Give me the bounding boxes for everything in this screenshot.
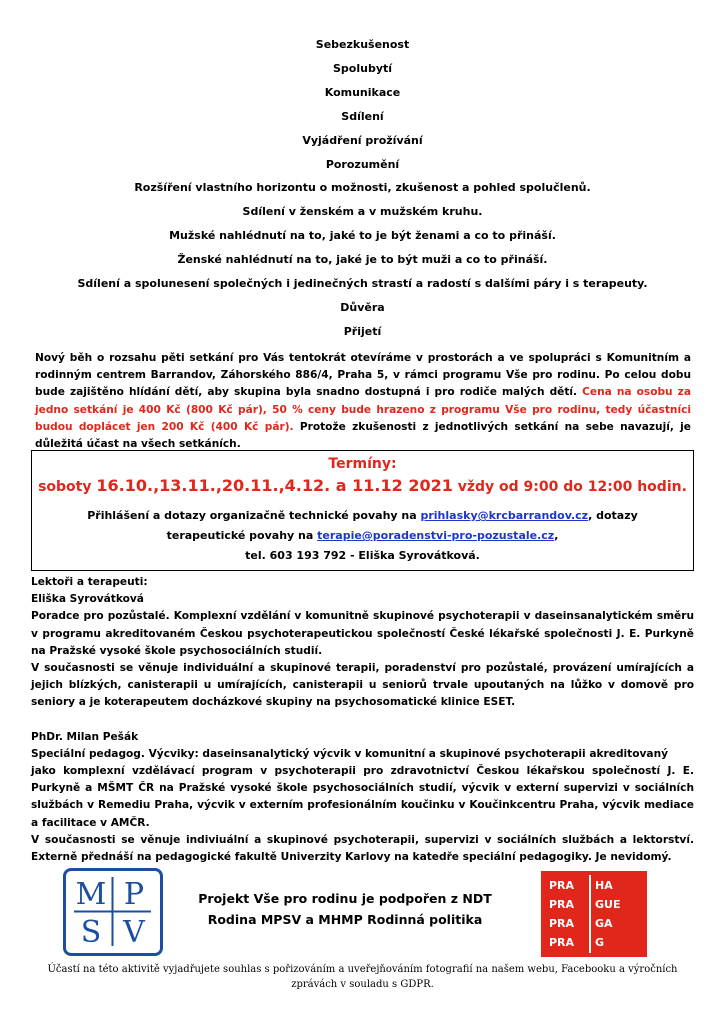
lector-name: PhDr. Milan Pešák — [31, 730, 139, 743]
topic-item: Přijetí — [343, 324, 382, 338]
terms-box — [31, 450, 694, 571]
project-note — [180, 888, 510, 930]
price-text: Cena na osobu za jedno setkání je 400 Kč (800 Kč pár), 50 % ceny bude hrazeno z programu Vše pro rodinu, tedy účastníci budou doplácet jen 200 Kč (400 Kč pár). — [35, 386, 691, 433]
lector-bio: Poradce pro pozůstalé. Komplexní vzdělání v komunitně skupinové psychoterapii v daseinsanalytickém směru v programu akreditovaném Českou psychoterapeutickou společností České lékařské společnosti J. E. Purkyně na Pražské vysoké škole psychosociálních studií. — [31, 610, 694, 657]
intro-text-end: Protože zkušenosti z jednotlivých setkání na sebe navazují, je důležitá účast na všech setkáních. — [35, 420, 691, 451]
intro-text: Nový běh o rozsahu pěti setkání pro Vás tentokrát otevíráme v prostorách a ve spolupráci s Komunitním a rodinným centrem Barrandov, Záhorského 886/4, Praha 5, v rámci programu Vše pro rodinu. Po celou dobu bude zajištěno hlídání dětí, aby skupina byla snadno dostupná i pro rodiče malých dětí. — [35, 352, 691, 399]
mpsv-logo — [63, 868, 163, 956]
topic-item: Sebezkušenost — [315, 38, 410, 51]
topic-item: Sdílení v ženském a v mužském kruhu. — [242, 205, 483, 219]
contact-text: Přihlášení a dotazy organizačně technické povahy na — [87, 509, 421, 522]
terms-heading: Termíny: — [328, 456, 397, 472]
topics-list — [40, 33, 685, 344]
prague-logo-divider — [589, 875, 591, 953]
mpsv-letter: S — [80, 915, 102, 950]
lectors-heading: Lektoři a terapeuti: — [31, 576, 148, 588]
topic-item: Komunikace — [324, 85, 401, 99]
gdpr-notice: Účastí na této aktivitě vyjadřujete souhlas s pořizováním a uveřejňováním fotografií na našem webu, Facebooku a výročních zprávách v souladu s GDPR. — [47, 964, 678, 990]
prague-logo-text: GA — [595, 917, 613, 930]
phone-text: tel. 603 193 792 - Eliška Syrovátková. — [245, 549, 480, 562]
contact-text: , dotazy — [588, 509, 638, 522]
topic-item: Sdílení a spolunesení společných i jedinečných strastí a radostí s dalšími páry i s terapeuty. — [77, 277, 648, 291]
topic-item: Důvěra — [340, 300, 385, 314]
contact-text: , — [554, 529, 559, 542]
topic-item: Ženské nahlédnutí na to, jaké je to být muži a co to přináší. — [177, 253, 548, 267]
mpsv-letter: P — [123, 877, 145, 912]
mpsv-letter: M — [75, 877, 107, 912]
dates-prefix: soboty — [38, 479, 97, 495]
prague-logo-text: PRA — [549, 917, 575, 930]
topic-item: Vyjádření prožívání — [302, 133, 423, 147]
project-line: Projekt Vše pro rodinu je podpořen z NDT — [198, 891, 492, 906]
lectors-section — [31, 574, 694, 866]
prague-logo-text: GUE — [595, 898, 621, 911]
email-link-therapy[interactable]: terapie@poradenstvi-pro-pozustale.cz — [317, 529, 555, 542]
dates-suffix: vždy od 9:00 do 12:00 hodin. — [452, 479, 687, 495]
topic-item: Porozumění — [325, 157, 400, 171]
lector-bio: jako komplexní vzdělávací program v psychoterapii pro zdravotnictví Českou lékařskou společností J. E. Purkyně a MŠMT ČR na Pražské vysoké škole psychosociálních studií, výcvik v externí supervizi v sociálních službách v Remediu Praha, výcvik v externím profesionálním koučinku v Koučinkcentru Praha, výcvik mediace a facilitace v AMČR. — [31, 765, 694, 829]
prague-logo-text: G — [595, 936, 605, 949]
topic-item: Mužské nahlédnutí na to, jaké to je být ženami a co to přináší. — [169, 229, 556, 243]
lector-bio: V současnosti se věnuje indiviuální a skupinové psychoterapii, supervizi v sociálních službách a lektorství. Externě přednáší na pedagogické fakultě Univerzity Karlovy na katedře speciální pedagogiky. Je nevidomý. — [31, 833, 694, 864]
prague-logo — [541, 871, 647, 957]
lector-name: Eliška Syrovátková — [31, 593, 144, 606]
contact-text: terapeutické povahy na — [166, 529, 318, 542]
dates-value: 16.10.,13.11.,20.11.,4.12. a 11.12 2021 — [96, 476, 453, 495]
terms-dates — [32, 476, 693, 495]
contact-info — [32, 506, 693, 566]
topic-item: Sdílení — [341, 109, 384, 123]
lector-bio: Speciální pedagog. Výcviky: daseinsanalytický výcvik v komunitní a skupinové psychoterapii akreditovaný — [31, 747, 669, 760]
lector-bio: V současnosti se věnuje individuální a skupinové terapii, poradenství pro pozůstalé, provázení umírajících a jejich blízkých, canisterapii u umírajících, canisterapii u seniorů trvale upoutaných na lůžko v domově pro seniory a je koterapeutem docházkové skupiny na psychosomatické klinice ESET. — [31, 662, 694, 709]
prague-logo-text: HA — [595, 879, 613, 892]
mpsv-letter: V — [123, 915, 145, 950]
project-line: Rodina MPSV a MHMP Rodinná politika — [207, 912, 483, 927]
email-link-registration[interactable]: prihlasky@krcbarrandov.cz — [420, 509, 589, 522]
intro-paragraph — [35, 350, 691, 453]
topic-item: Spolubytí — [332, 61, 393, 75]
prague-logo-text: PRA — [549, 936, 575, 949]
prague-logo-text: PRA — [549, 898, 575, 911]
prague-logo-text: PRA — [549, 879, 575, 892]
topic-item: Rozšíření vlastního horizontu o možnosti, zkušenost a pohled spolučlenů. — [134, 181, 591, 195]
